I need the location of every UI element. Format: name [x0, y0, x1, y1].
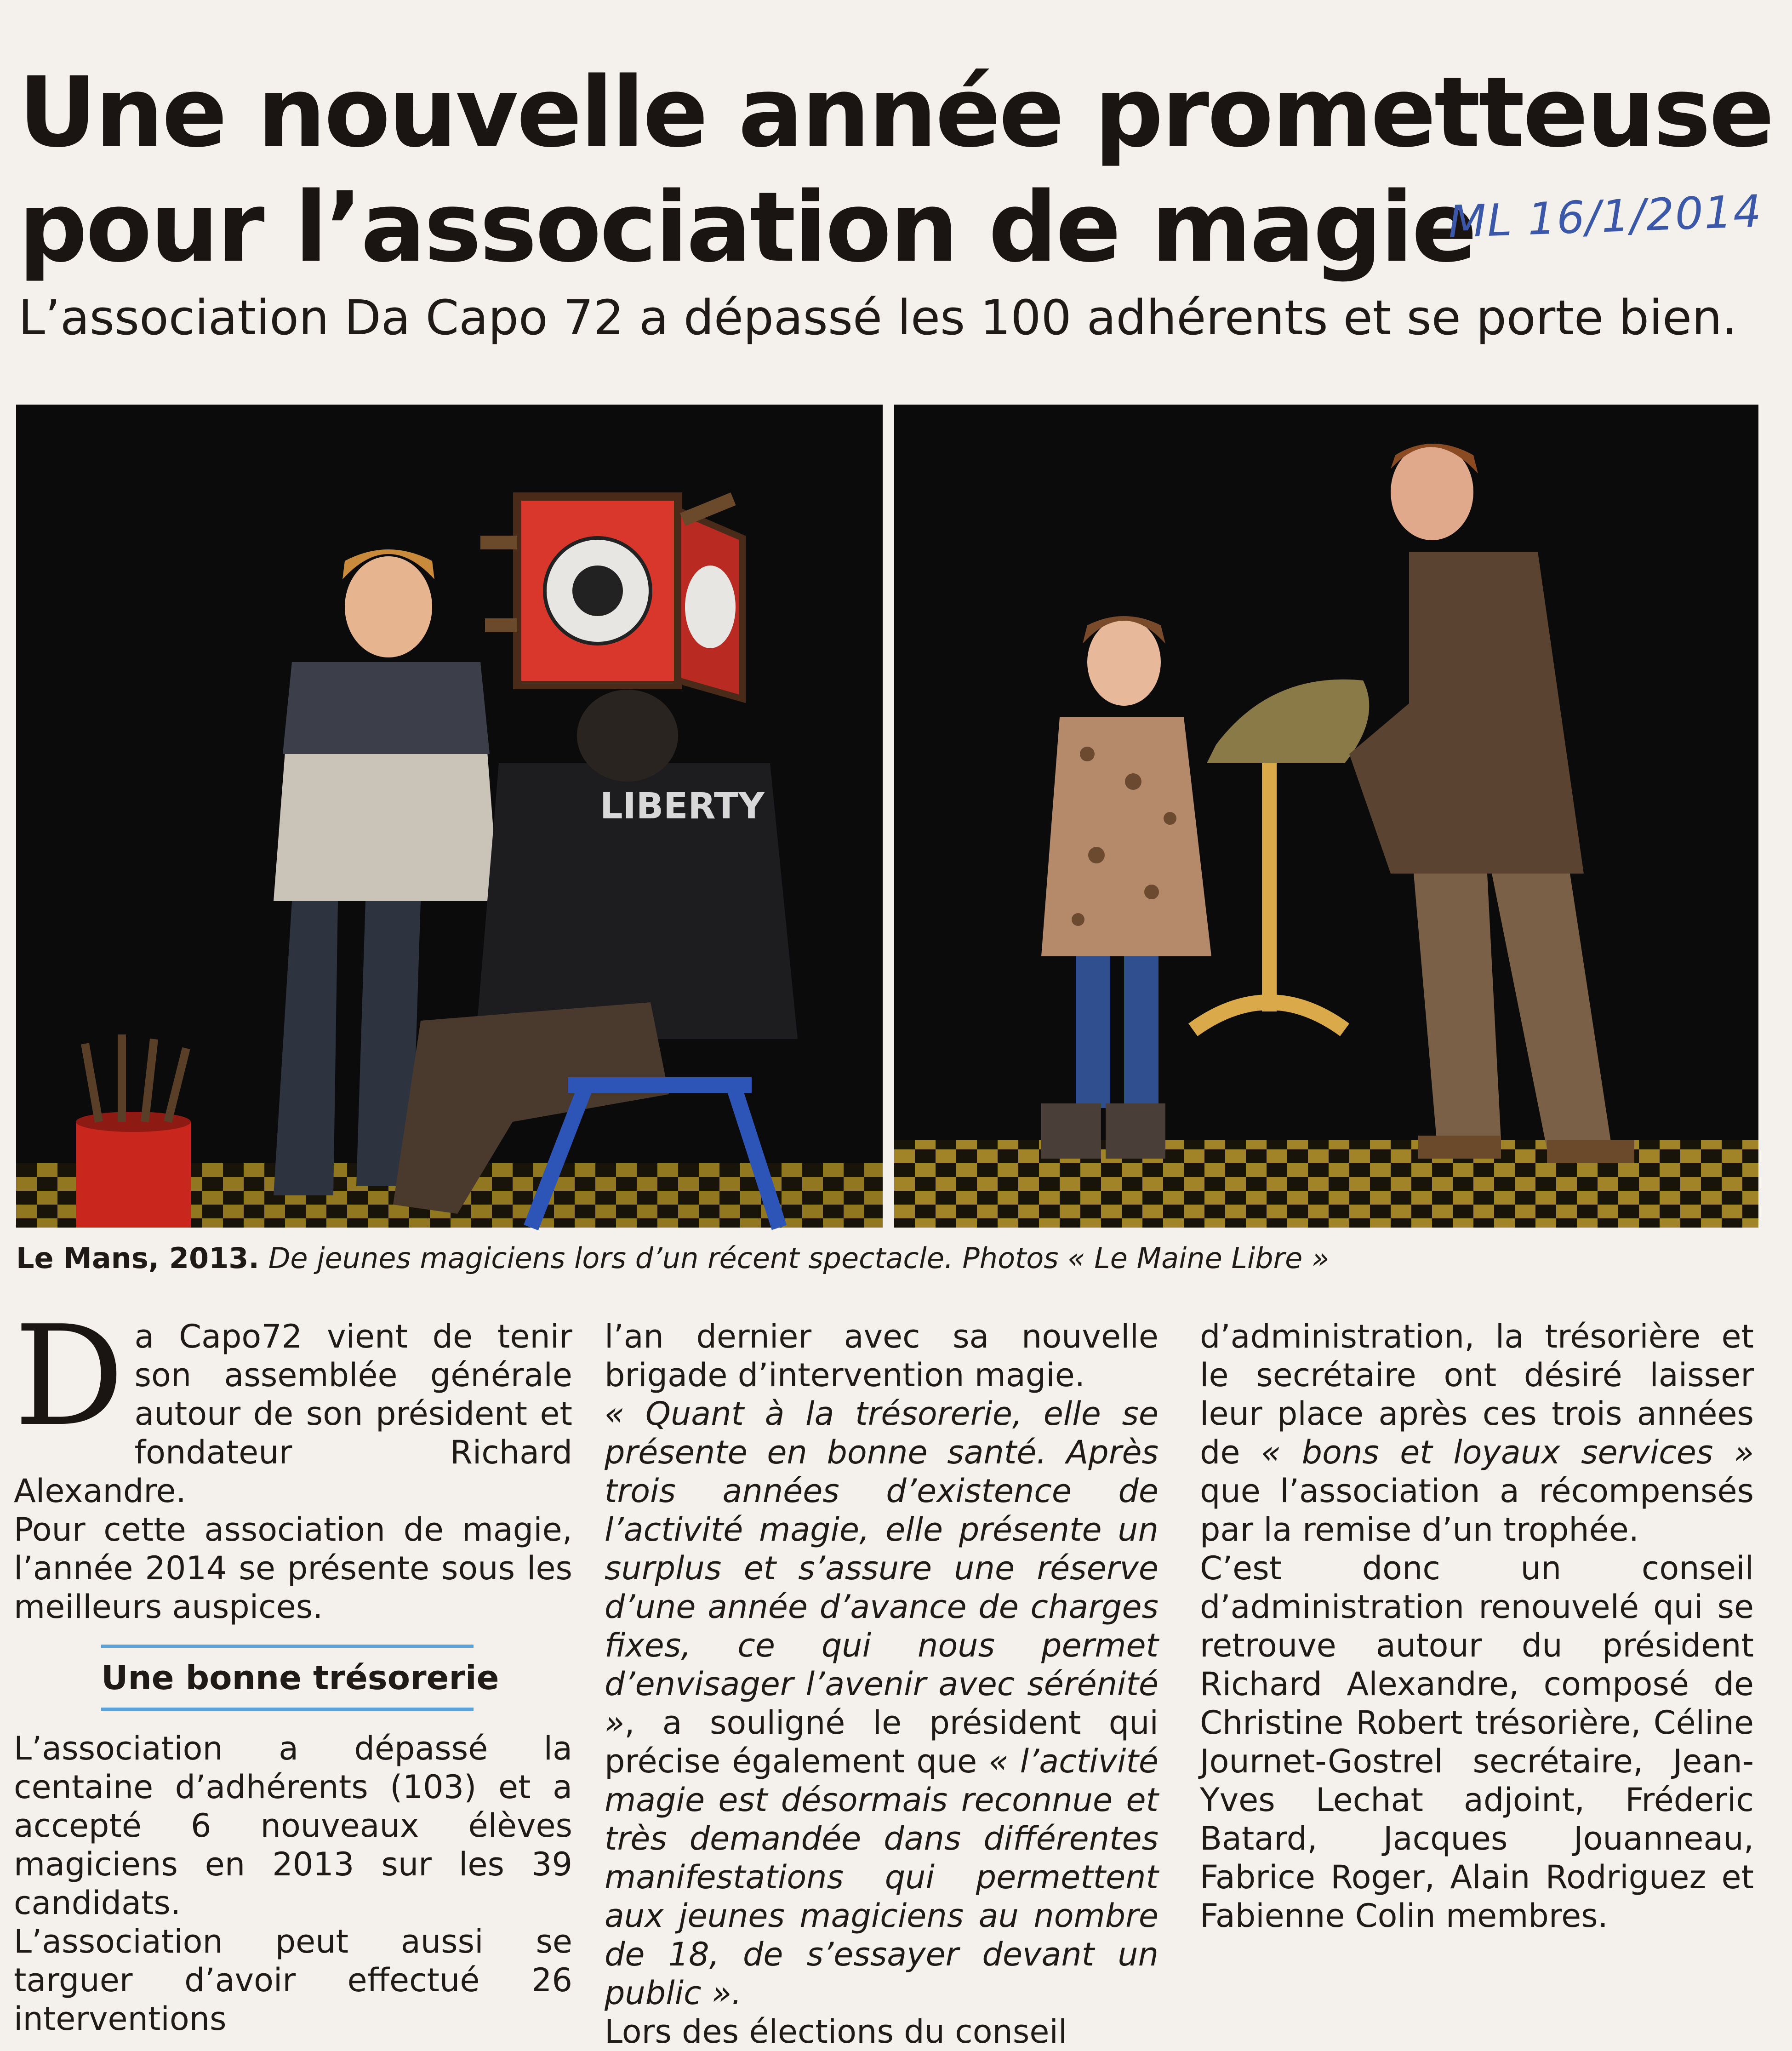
headline-line-2: pour l’association de magie	[18, 171, 1476, 284]
drop-cap: D	[14, 1296, 125, 1457]
services-quote: « bons et loyaux services »	[1261, 1434, 1754, 1471]
section-subtitle: Une bonne trésorerie	[101, 1658, 499, 1697]
paragraph-3: L’association a dépassé la centaine d’adhérents (103) et a accepté 6 nouveaux élèves magiciens en 2013 sur les 39 candidats.	[14, 1730, 572, 1922]
col3-text-a: d’administration, la trésorière et le secrétaire ont désiré laisser leur place après ces trois années de	[1200, 1318, 1754, 1471]
photo-magician-with-girl	[894, 405, 1758, 1228]
photo-magic-box-illustration	[16, 405, 883, 1228]
caption-description: De jeunes magiciens lors d’un récent spectacle. Photos « Le Maine Libre »	[268, 1241, 1330, 1275]
paragraph-2: Pour cette association de magie, l’année 2014 se présente sous les meilleurs auspices.	[14, 1511, 572, 1626]
article-column-3	[1200, 1317, 1754, 1935]
col2-paragraph-2	[605, 1394, 1159, 2012]
intro-text: a Capo72 vient de tenir son assemblée générale autour de son président et fondateur Richard Alexandre.	[14, 1318, 572, 1510]
shirt-text: LIBERTY	[600, 786, 765, 827]
photo-magic-box-trick	[16, 405, 883, 1228]
col2-connector: , a souligné le président qui précise également que	[605, 1704, 1159, 1780]
activity-quote: « l’activité magie est désormais reconnue et très demandée dans différentes manifestations qui permettent aux jeunes magiciens au nombre de 18, de s’essayer devant un public ».	[605, 1742, 1159, 2012]
intro-paragraph	[14, 1296, 572, 1510]
treasury-quote: « Quant à la trésorerie, elle se présente en bonne santé. Après trois années d’existence de l’activité magie, elle présente un surplus et s’assure une réserve d’une année d’avance de charges fixes, ce qui nous permet d’envisager l’avenir avec sérénité »	[605, 1395, 1159, 1742]
section-subtitle-box	[14, 1645, 572, 1711]
subtitle-rule-bottom	[101, 1708, 474, 1711]
caption-place: Le Mans, 2013.	[16, 1241, 259, 1275]
paragraph-4: L’association peut aussi se targuer d’avoir effectué 26 interventions	[14, 1923, 572, 2038]
col2-paragraph-3: Lors des élections du conseil	[605, 2013, 1067, 2051]
article-subheadline: L’association Da Capo 72 a dépassé les 100 adhérents et se porte bien.	[18, 290, 1737, 346]
headline-line-1: Une nouvelle année prometteuse	[18, 56, 1773, 169]
handwritten-date-note: ML 16/1/2014	[1447, 185, 1763, 248]
photo-caption	[16, 1241, 1329, 1275]
col2-paragraph-1: l’an dernier avec sa nouvelle brigade d’intervention magie.	[605, 1318, 1159, 1394]
article-headline	[18, 55, 1773, 285]
article-column-1	[14, 1296, 572, 2038]
photo-magician-illustration	[894, 405, 1758, 1228]
subtitle-rule-top	[101, 1645, 474, 1648]
col3-text-b: que l’association a récompensés par la remise d’un trophée.	[1200, 1472, 1754, 1548]
article-column-2	[605, 1317, 1159, 2051]
col3-paragraph-1	[1200, 1317, 1754, 1549]
col3-paragraph-2: C’est donc un conseil d’administration renouvelé qui se retrouve autour du président Richard Alexandre, composé de Christine Robert trésorière, Céline Journet-Gostrel secrétaire, Jean-Yves Lechat adjoint, Fréderic Batard, Jacques Jouanneau, Fabrice Roger, Alain Rodriguez et Fabienne Colin membres.	[1200, 1549, 1754, 1935]
